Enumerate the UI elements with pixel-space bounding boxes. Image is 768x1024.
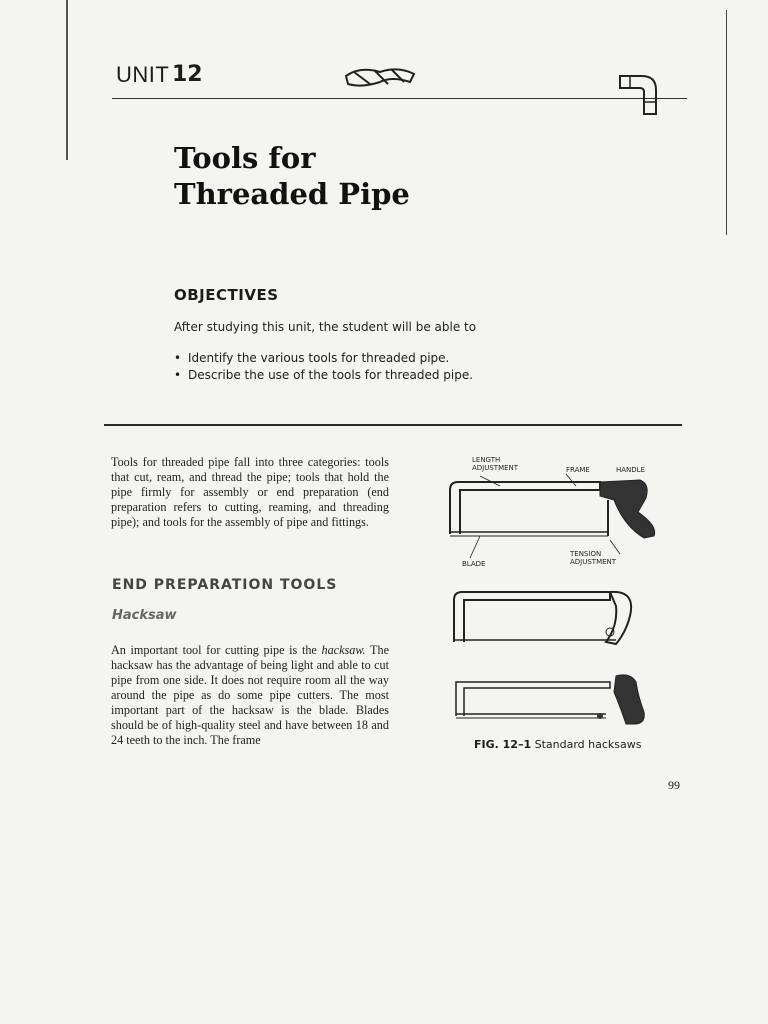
page-title — [174, 140, 410, 212]
hacksaw-1-drawing — [440, 474, 660, 564]
label-tension-adjustment: TENSION ADJUSTMENT — [570, 550, 617, 566]
label-length-adjustment: LENGTH ADJUSTMENT — [472, 456, 519, 472]
figure-caption — [474, 738, 641, 751]
figure-caption-text: Standard hacksaws — [534, 738, 642, 751]
objective-item: • Identify the various tools for threaded pipe. — [174, 350, 473, 367]
section-divider — [104, 424, 682, 426]
hacksaw-text-rest: The hacksaw has the advantage of being light and able to cut pipe from one side. It does not require room all the way around the pipe as do some pipe cutters. The most important part of the hacksaw is the blade. Blades should be of high-quality steel and have between 18 and 24 teeth to the inch. The frame — [111, 643, 389, 747]
objectives-intro: After studying this unit, the student will be able to — [174, 320, 477, 334]
objective-item: • Describe the use of the tools for threaded pipe. — [174, 367, 473, 384]
label-frame: FRAME — [566, 466, 590, 474]
page-edge-right — [726, 10, 727, 235]
hacksaw-term: hacksaw. — [321, 643, 366, 657]
label-blade: BLADE — [462, 560, 486, 568]
objectives-heading: OBJECTIVES — [174, 286, 279, 304]
header-rule — [112, 98, 687, 99]
page-edge-left — [66, 0, 68, 160]
objectives-list — [174, 350, 473, 384]
hacksaw-paragraph — [111, 643, 389, 748]
title-line-1: Tools for — [174, 141, 316, 175]
wrench-icon — [340, 62, 420, 92]
unit-number: 12 — [172, 62, 203, 87]
intro-paragraph: Tools for threaded pipe fall into three categories: tools that cut, ream, and thread the pipe; tools that hold the pipe firmly for assembly or end preparation (end preparation refers to cutting, reaming, and threading pipe); and tools for the assembly of pipe and fittings. — [111, 455, 389, 529]
hacksaw-text-start: An important tool for cutting pipe is the — [111, 643, 322, 657]
subheading-hacksaw: Hacksaw — [112, 608, 177, 623]
section-heading: END PREPARATION TOOLS — [112, 577, 338, 593]
hacksaw-2-drawing — [440, 586, 660, 656]
figure-hacksaws — [440, 450, 660, 740]
title-line-2: Threaded Pipe — [174, 177, 410, 211]
figure-number: FIG. 12–1 — [474, 738, 532, 751]
pipe-elbow-icon — [616, 70, 662, 118]
page-number: 99 — [668, 778, 680, 792]
label-handle: HANDLE — [616, 466, 646, 474]
unit-label: UNIT — [116, 62, 170, 87]
hacksaw-3-drawing — [440, 666, 660, 736]
